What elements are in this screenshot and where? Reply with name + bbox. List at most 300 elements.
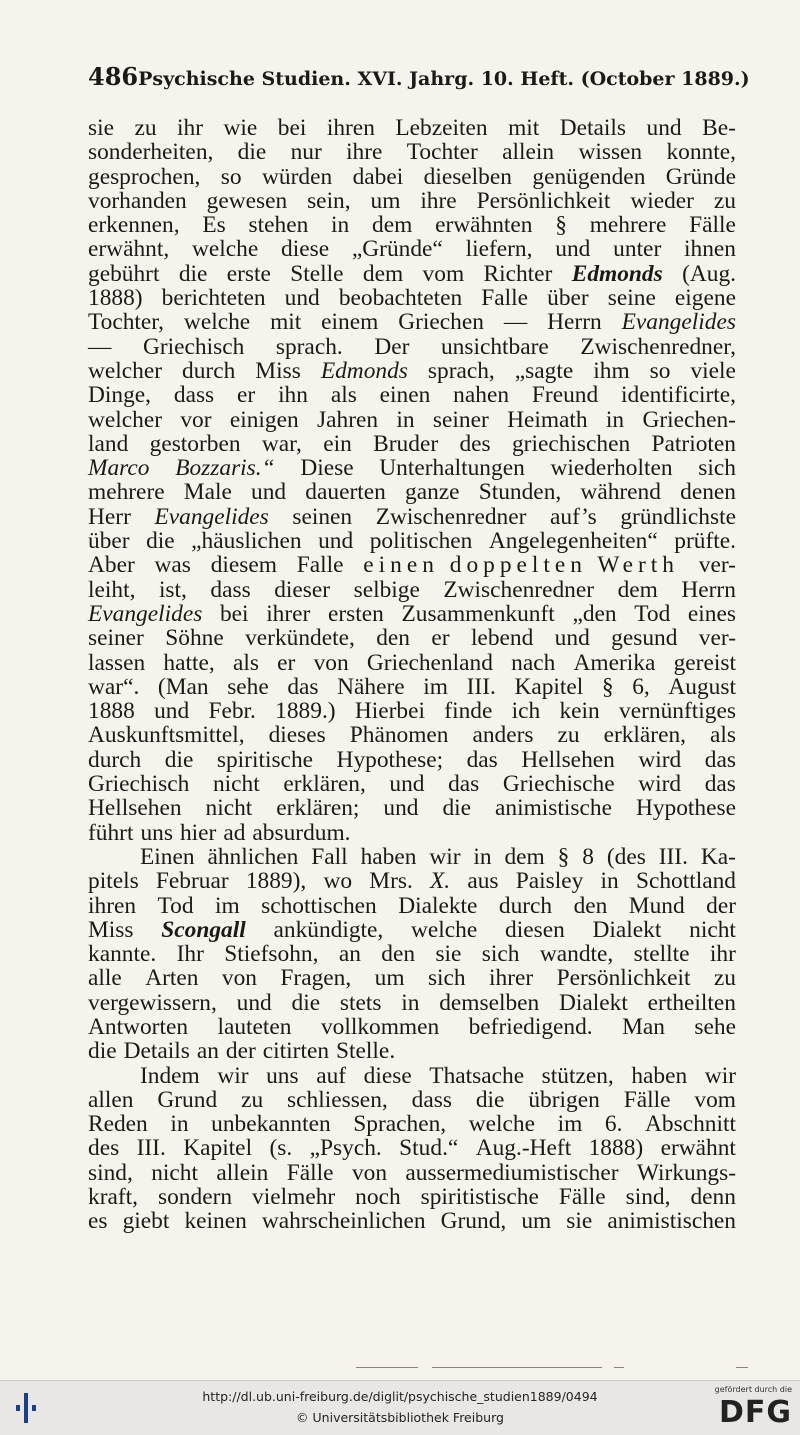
page-number: 486 xyxy=(88,62,139,91)
text-line xyxy=(88,286,736,310)
word: citirten xyxy=(262,1038,330,1065)
word: des xyxy=(88,1135,120,1162)
word: (s. xyxy=(269,1135,293,1162)
word: dabei xyxy=(352,163,404,190)
word: stützen, xyxy=(541,1062,614,1089)
text-line xyxy=(88,408,736,432)
word: Es xyxy=(202,212,226,239)
word: sondern xyxy=(158,1184,233,1211)
word: 6, xyxy=(632,673,650,700)
word: gestorben xyxy=(149,430,241,457)
word: gewesen xyxy=(206,187,288,214)
word: uns xyxy=(140,819,173,846)
word: die xyxy=(291,989,321,1016)
word: lassen xyxy=(88,649,146,676)
word: — xyxy=(503,309,528,336)
word: das xyxy=(466,746,498,773)
text-line xyxy=(88,237,736,261)
word: und xyxy=(251,479,287,506)
word: Marco xyxy=(88,455,150,482)
word: vernünftiges xyxy=(619,698,736,725)
word: Hellsehen xyxy=(88,795,182,822)
source-url[interactable]: http://dl.ub.uni-freiburg.de/diglit/psychische_studien1889/0494 xyxy=(202,1389,598,1404)
text-line xyxy=(88,310,736,334)
text-line xyxy=(88,383,736,407)
word: Paisley xyxy=(515,868,584,895)
word: Wirkungs- xyxy=(636,1159,736,1186)
word: ähnlichen xyxy=(207,843,299,870)
word: sich xyxy=(698,455,736,482)
word: schliessen, xyxy=(287,1086,388,1113)
word: erklären, xyxy=(603,722,687,749)
word: genügenden xyxy=(532,163,646,190)
text-line xyxy=(88,1088,736,1112)
word: 1889), xyxy=(245,868,307,895)
word: sie xyxy=(88,115,114,141)
word: Stiefsohn, xyxy=(224,941,319,968)
word: gesund xyxy=(611,625,678,652)
word: als xyxy=(232,649,259,676)
word: unter xyxy=(613,236,662,263)
word: animistischen xyxy=(607,1208,736,1235)
text-line xyxy=(88,1015,736,1039)
word: Tochter, xyxy=(88,309,165,336)
word: die xyxy=(88,1038,117,1065)
word: Zwischenredner, xyxy=(580,333,736,360)
word: und xyxy=(236,989,272,1016)
word: Falle xyxy=(481,285,529,312)
word: durch xyxy=(88,746,142,773)
word: bei xyxy=(219,600,249,627)
word: ad xyxy=(223,819,246,846)
word: Male xyxy=(183,479,232,506)
word: allein xyxy=(502,139,555,166)
word: dass xyxy=(411,1086,452,1113)
text-line xyxy=(88,165,736,189)
word: mit xyxy=(270,309,302,336)
word: Man xyxy=(622,1013,665,1040)
word: 1889.) xyxy=(275,698,336,725)
word: schottischen xyxy=(261,892,377,919)
word: welcher xyxy=(88,406,163,433)
word: Arten xyxy=(145,965,199,992)
text-line xyxy=(88,894,736,918)
word: diese xyxy=(363,1062,412,1089)
word: so xyxy=(649,357,671,384)
word: beobachteten xyxy=(338,285,463,312)
word: und xyxy=(284,285,320,312)
text-line xyxy=(88,553,736,577)
word: wir xyxy=(429,843,461,870)
word: von xyxy=(313,649,349,676)
word: politischen xyxy=(369,528,473,555)
word: „Gründe“ xyxy=(351,236,443,263)
word: das xyxy=(704,771,736,798)
text-line xyxy=(88,675,736,699)
word: der xyxy=(706,892,736,919)
word: erklären; xyxy=(276,795,360,822)
word: Griechisch xyxy=(142,333,245,360)
word: nicht xyxy=(151,1159,199,1186)
word: verkündete, xyxy=(245,625,355,652)
word: Falle xyxy=(296,552,344,579)
word: die xyxy=(146,528,175,555)
word: Gründe xyxy=(665,163,736,190)
word: Mund xyxy=(628,892,685,919)
text-line xyxy=(88,140,736,164)
word: aussermediumistischer xyxy=(405,1159,619,1186)
word: ersten xyxy=(327,600,384,627)
word: haben xyxy=(360,843,417,870)
word: Unterhaltungen xyxy=(379,455,525,482)
word: nur xyxy=(290,139,322,166)
word: Hierbei xyxy=(354,698,425,725)
word: Dialekt xyxy=(592,916,662,943)
word: wird xyxy=(638,771,682,798)
word: in xyxy=(396,406,415,433)
word: auf’s xyxy=(550,503,597,530)
word: Diese xyxy=(300,455,354,482)
word: Auskunftsmittel, xyxy=(88,722,245,749)
word: „den xyxy=(572,600,617,627)
word: um xyxy=(370,187,401,214)
word: gereist xyxy=(673,649,736,676)
text-line xyxy=(88,1209,736,1233)
word: mit xyxy=(508,115,540,141)
word: Dialekte xyxy=(398,892,478,919)
word: sie xyxy=(435,941,462,968)
word: seiner xyxy=(88,625,144,652)
text-line xyxy=(88,723,736,747)
word: ist, xyxy=(158,576,187,603)
text-line xyxy=(88,821,736,845)
word: allein xyxy=(216,1159,269,1186)
word: des xyxy=(459,430,491,457)
text-line xyxy=(88,116,736,140)
word: Grund, xyxy=(440,1208,507,1235)
word: und xyxy=(646,115,682,141)
word: als xyxy=(330,382,357,409)
copyright-notice: © Universitätsbibliothek Freiburg xyxy=(296,1410,504,1425)
word: eines xyxy=(687,600,736,627)
word: § xyxy=(601,673,614,700)
word: ertheilten xyxy=(647,989,736,1016)
word: Herrn xyxy=(681,576,736,603)
word: nicht xyxy=(689,916,736,943)
word: vielmehr xyxy=(252,1184,336,1211)
word: Kapitel xyxy=(514,673,584,700)
word: Dinge, xyxy=(88,382,152,409)
word: ihrer xyxy=(266,600,311,627)
word: hier xyxy=(179,819,217,846)
word: Dialekt xyxy=(559,989,628,1016)
word: (Aug. xyxy=(682,260,736,287)
word: gründlichste xyxy=(620,503,736,530)
word: identificirte, xyxy=(621,382,736,409)
word: wahrscheinlichen xyxy=(261,1208,426,1235)
word: Ihr xyxy=(176,941,204,968)
word: Phänomen xyxy=(349,722,449,749)
word: über xyxy=(547,285,589,312)
word: wissen xyxy=(578,139,643,166)
text-line xyxy=(88,869,736,893)
text-line xyxy=(88,432,736,456)
word: welche xyxy=(191,236,259,263)
word: durch xyxy=(498,892,553,919)
word: von xyxy=(221,965,257,992)
word: Tochter xyxy=(406,139,478,166)
word: erwähnt, xyxy=(88,236,170,263)
word: sind, xyxy=(88,1159,133,1186)
word: dass xyxy=(210,576,251,603)
word: seiner xyxy=(432,406,489,433)
word: Bruder xyxy=(373,430,439,457)
word: Febr. xyxy=(208,698,256,725)
word: nahen xyxy=(453,382,510,409)
word: erwähnten xyxy=(435,212,533,239)
word: Kapitel xyxy=(183,1135,253,1162)
text-line xyxy=(88,578,736,602)
word: Tod xyxy=(634,600,671,627)
word: ihm xyxy=(593,357,630,384)
word: alle xyxy=(88,965,122,992)
word: in xyxy=(600,868,619,895)
text-line xyxy=(88,359,736,383)
word: Sprachen, xyxy=(353,1111,447,1138)
word: Antworten xyxy=(88,1013,189,1040)
word: welcher xyxy=(88,357,163,384)
spaced-emphasis: einen doppelten Werth xyxy=(363,552,679,579)
word: sein, xyxy=(307,187,351,214)
word: um xyxy=(374,965,405,992)
word: Indem xyxy=(140,1062,200,1089)
word: — xyxy=(88,333,112,360)
word: dem xyxy=(362,260,404,287)
word: nach xyxy=(511,649,556,676)
word: ihr xyxy=(709,941,736,968)
word: zu xyxy=(134,115,157,141)
word: über xyxy=(88,528,130,555)
word: an xyxy=(338,941,361,968)
text-line xyxy=(88,796,736,820)
word: die xyxy=(237,139,267,166)
word: ein xyxy=(323,430,352,457)
word: dem xyxy=(372,212,413,239)
word: den xyxy=(573,892,608,919)
word: diesen xyxy=(505,916,565,943)
text-line xyxy=(88,748,736,772)
bottom-rule xyxy=(432,1367,602,1368)
word: Patrioten xyxy=(651,430,736,457)
word: das xyxy=(704,746,736,773)
word: Hellsehen xyxy=(521,746,615,773)
word: denn xyxy=(690,1184,736,1211)
word: Fall xyxy=(311,843,348,870)
word: Tod xyxy=(157,892,194,919)
word: III. xyxy=(658,843,688,870)
word: seine xyxy=(607,285,656,312)
word: während xyxy=(580,479,661,506)
word: ihrer xyxy=(489,965,534,992)
word: Fälle xyxy=(558,1184,606,1211)
word: dem xyxy=(617,576,658,603)
word: wiederholten xyxy=(550,455,673,482)
word: finde xyxy=(444,698,493,725)
word: zu xyxy=(557,722,580,749)
word: Stud.“ xyxy=(399,1135,459,1162)
text-line xyxy=(88,966,736,990)
word: demselben xyxy=(439,989,540,1016)
word: kannte. xyxy=(88,941,157,968)
word: Richter xyxy=(483,260,553,287)
body-text xyxy=(88,116,736,1234)
word: berichteten xyxy=(161,285,266,312)
text-line xyxy=(88,626,736,650)
word: Freund xyxy=(531,382,599,409)
word: 1888) xyxy=(588,1135,644,1162)
word: den xyxy=(381,941,416,968)
word: an xyxy=(196,1038,219,1065)
word: Herrn xyxy=(547,309,602,336)
word: ich xyxy=(511,698,541,725)
word: Details xyxy=(559,115,627,141)
word: ihn xyxy=(278,382,308,409)
word: Evangelides xyxy=(621,309,736,336)
word: im xyxy=(214,892,240,919)
word: befriedigend. xyxy=(468,1013,593,1040)
word: von xyxy=(351,1159,388,1186)
word: leiht, xyxy=(88,576,136,603)
word: Zwischenredner xyxy=(375,503,527,530)
word: Grund xyxy=(157,1086,218,1113)
word: Angelegenheiten“ xyxy=(488,528,658,555)
word: vollkommen xyxy=(320,1013,440,1040)
word: stehen xyxy=(248,212,309,239)
text-line xyxy=(88,699,736,723)
word: wird xyxy=(638,746,682,773)
word: sie xyxy=(566,1208,593,1235)
word: Jahren xyxy=(317,406,379,433)
word: Bozzaris.“ xyxy=(175,455,275,482)
word: und xyxy=(555,236,591,263)
word: dauerten xyxy=(305,479,386,506)
word: dem xyxy=(504,843,545,870)
bottom-rule xyxy=(614,1367,624,1368)
word: führt xyxy=(88,819,134,846)
word: hatte, xyxy=(163,649,215,676)
word: Fälle xyxy=(623,1086,671,1113)
word: vom xyxy=(422,260,465,287)
word: er xyxy=(237,382,256,409)
word: Zusammenkunft xyxy=(401,600,555,627)
text-line xyxy=(88,651,736,675)
word: 8 xyxy=(582,843,594,870)
text-line xyxy=(88,529,736,553)
word: vom xyxy=(694,1086,736,1113)
digitization-footer xyxy=(0,1380,800,1435)
word: dieselben xyxy=(423,163,512,190)
word: Herr xyxy=(88,503,131,530)
word: Thatsache xyxy=(429,1062,525,1089)
word: sehe xyxy=(227,673,269,700)
word: vor xyxy=(180,406,212,433)
word: Nähere xyxy=(337,673,405,700)
word: spiritistische xyxy=(420,1184,539,1211)
word: wandte, xyxy=(539,941,614,968)
word: selbige xyxy=(353,576,420,603)
word: es xyxy=(88,1208,108,1235)
word: ihre xyxy=(420,187,457,214)
word: dieser xyxy=(274,576,331,603)
word: spiritische xyxy=(216,746,314,773)
word: im xyxy=(423,673,448,700)
word: giebt xyxy=(122,1208,170,1235)
word: 1888) xyxy=(88,285,143,312)
word: liefern, xyxy=(465,236,533,263)
word: seinen xyxy=(292,503,353,530)
word: ihren xyxy=(88,892,137,919)
word: in xyxy=(605,406,625,433)
word: Griechenland xyxy=(366,649,493,676)
word: viele xyxy=(690,357,736,384)
word: land xyxy=(88,430,129,457)
word: das xyxy=(448,771,480,798)
word: sich xyxy=(427,965,466,992)
word: der xyxy=(225,1038,256,1065)
word: 6. xyxy=(604,1111,623,1138)
word: Mrs. xyxy=(369,868,413,895)
word: noch xyxy=(355,1184,401,1211)
word: dass xyxy=(173,382,215,409)
text-line xyxy=(88,602,736,626)
word: ganze xyxy=(405,479,460,506)
word: stellte xyxy=(633,941,690,968)
word: erklären, xyxy=(283,771,366,798)
word: einem xyxy=(321,309,379,336)
word: ihr xyxy=(177,115,204,141)
text-line xyxy=(88,456,736,480)
word: die xyxy=(164,746,194,773)
text-line xyxy=(88,918,736,942)
word: Hypothese; xyxy=(336,746,444,773)
text-line xyxy=(88,772,736,796)
word: erwähnt xyxy=(660,1135,736,1162)
word: griechischen xyxy=(511,430,631,457)
word: uns xyxy=(266,1062,299,1089)
text-line xyxy=(88,1112,736,1136)
word: er xyxy=(277,649,296,676)
word: Persönlichkeit xyxy=(556,965,691,992)
word: stets xyxy=(339,989,382,1016)
word: keinen xyxy=(184,1208,247,1235)
word: Einen xyxy=(140,843,195,870)
funder-note: gefördert durch die xyxy=(714,1385,792,1394)
word: einen xyxy=(379,382,431,409)
word: “ xyxy=(261,455,275,482)
word: die xyxy=(442,795,472,822)
word: Stunden, xyxy=(478,479,562,506)
word: sprach. xyxy=(275,333,343,360)
word: vorhanden xyxy=(88,187,187,214)
word: Fragen, xyxy=(280,965,352,992)
word: Griechen xyxy=(398,309,484,336)
word: vergewissern, xyxy=(88,989,217,1016)
word: Reden xyxy=(88,1111,148,1138)
word: sich xyxy=(481,941,520,968)
text-line xyxy=(88,942,736,966)
word: sind, xyxy=(625,1184,671,1211)
word: Der xyxy=(374,333,410,360)
